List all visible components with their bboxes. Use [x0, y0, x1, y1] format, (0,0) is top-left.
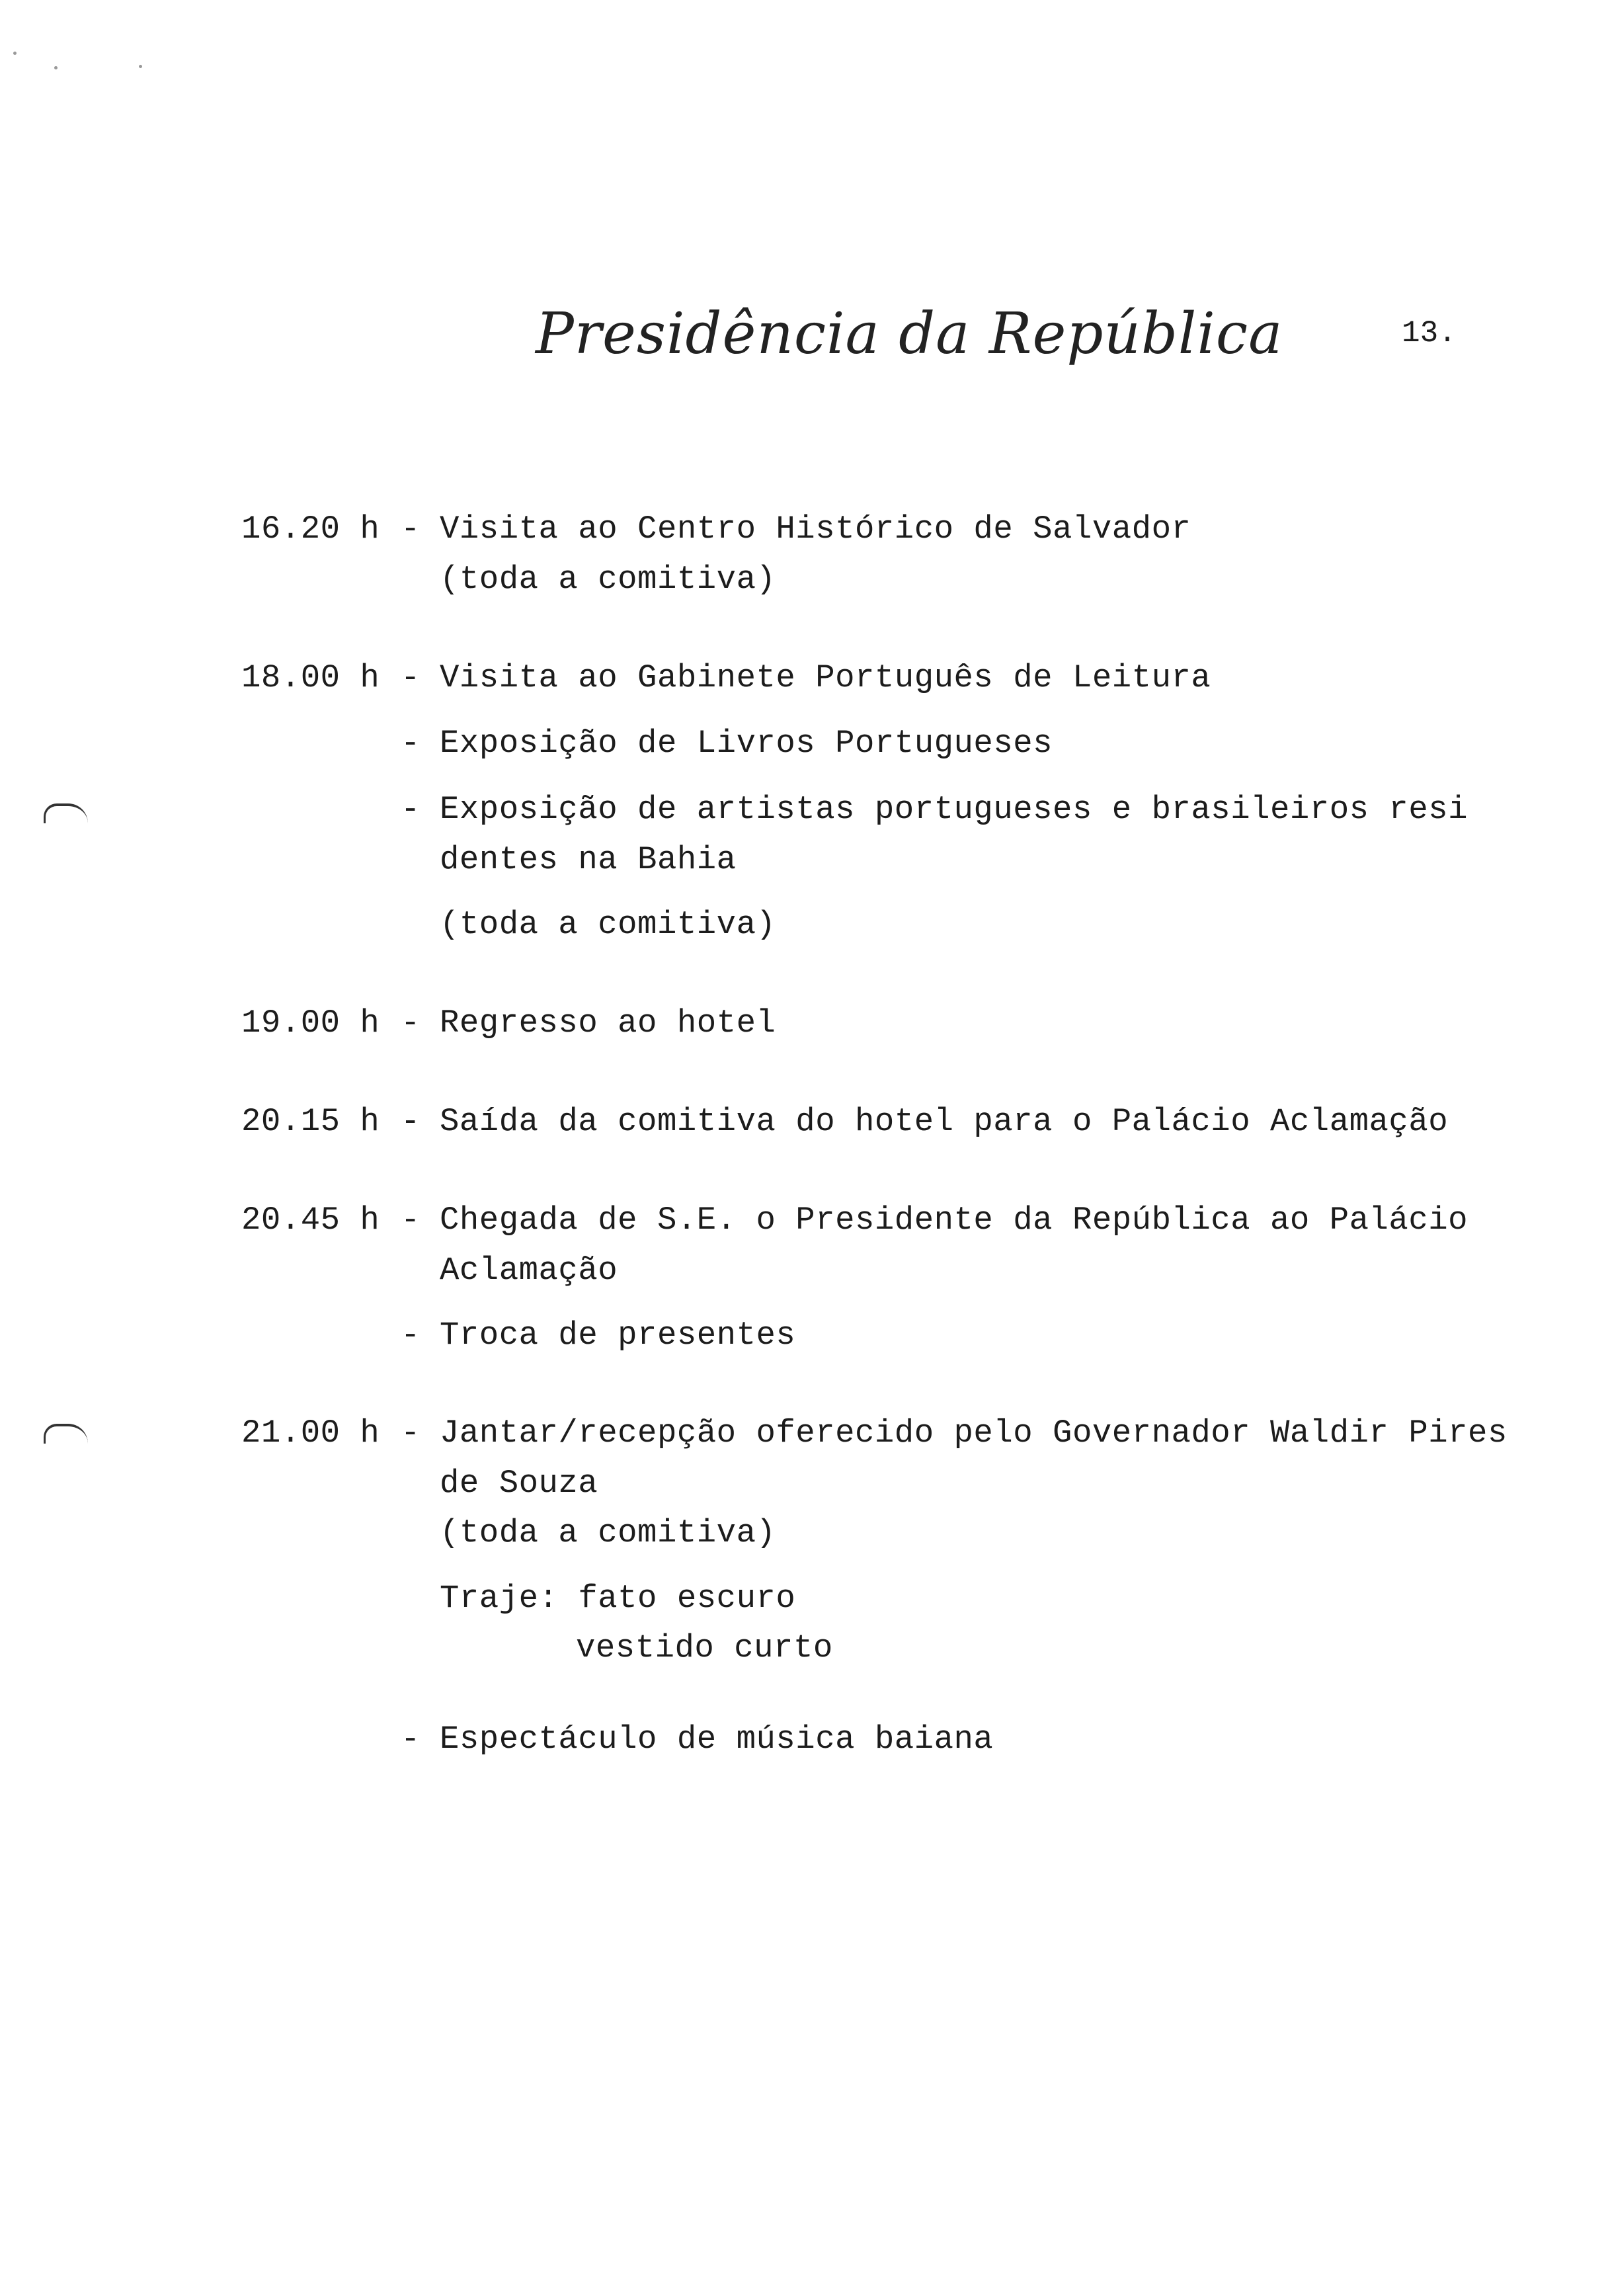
- item-text: Exposição de Livros Portugueses: [440, 725, 1053, 762]
- item-text: (toda a comitiva): [440, 906, 776, 943]
- time-label: 21.00 h: [241, 1414, 380, 1452]
- time-label: 20.45 h: [241, 1202, 380, 1239]
- scan-speck: [54, 66, 58, 69]
- time-label: 18.00 h: [241, 659, 380, 696]
- item-text: Visita ao Centro Histórico de Salvador: [440, 511, 1191, 548]
- time-label: 16.20 h: [241, 511, 380, 548]
- item-text: Traje: fato escuro: [440, 1580, 796, 1617]
- scan-speck: [13, 52, 17, 55]
- item-dash: -: [401, 1317, 421, 1354]
- item-text: dentes na Bahia: [440, 841, 737, 878]
- time-label: 20.15 h: [241, 1103, 380, 1140]
- letterhead-title: Presidência da República: [536, 301, 1283, 367]
- item-text: Saída da comitiva do hotel para o Palácio Aclamação: [440, 1103, 1449, 1140]
- item-text: (toda a comitiva): [440, 561, 776, 598]
- item-text: Troca de presentes: [440, 1317, 796, 1354]
- item-dash: -: [401, 1721, 421, 1758]
- item-text: Jantar/recepção oferecido pelo Governador Waldir Pires: [440, 1414, 1508, 1452]
- item-text: Regresso ao hotel: [440, 1004, 776, 1042]
- item-dash: -: [401, 659, 421, 696]
- item-dash: -: [401, 1103, 421, 1140]
- time-label: 19.00 h: [241, 1004, 380, 1042]
- item-dash: -: [401, 1004, 421, 1042]
- item-text: Espectáculo de música baiana: [440, 1721, 994, 1758]
- item-text: (toda a comitiva): [440, 1514, 776, 1551]
- item-text: Chegada de S.E. o Presidente da República ao Palácio: [440, 1202, 1468, 1239]
- page-number: 13.: [1402, 316, 1457, 350]
- item-text: Exposição de artistas portugueses e brasileiros resi: [440, 791, 1468, 828]
- item-dash: -: [401, 791, 421, 828]
- margin-mark: [44, 1424, 88, 1444]
- item-dash: -: [401, 1202, 421, 1239]
- item-text: vestido curto: [576, 1629, 833, 1666]
- item-dash: -: [401, 511, 421, 548]
- item-dash: -: [401, 1414, 421, 1452]
- scan-speck: [139, 65, 142, 68]
- margin-mark: [44, 803, 88, 823]
- item-dash: -: [401, 725, 421, 762]
- item-text: Aclamação: [440, 1252, 618, 1289]
- item-text: de Souza: [440, 1465, 598, 1502]
- item-text: Visita ao Gabinete Português de Leitura: [440, 659, 1211, 696]
